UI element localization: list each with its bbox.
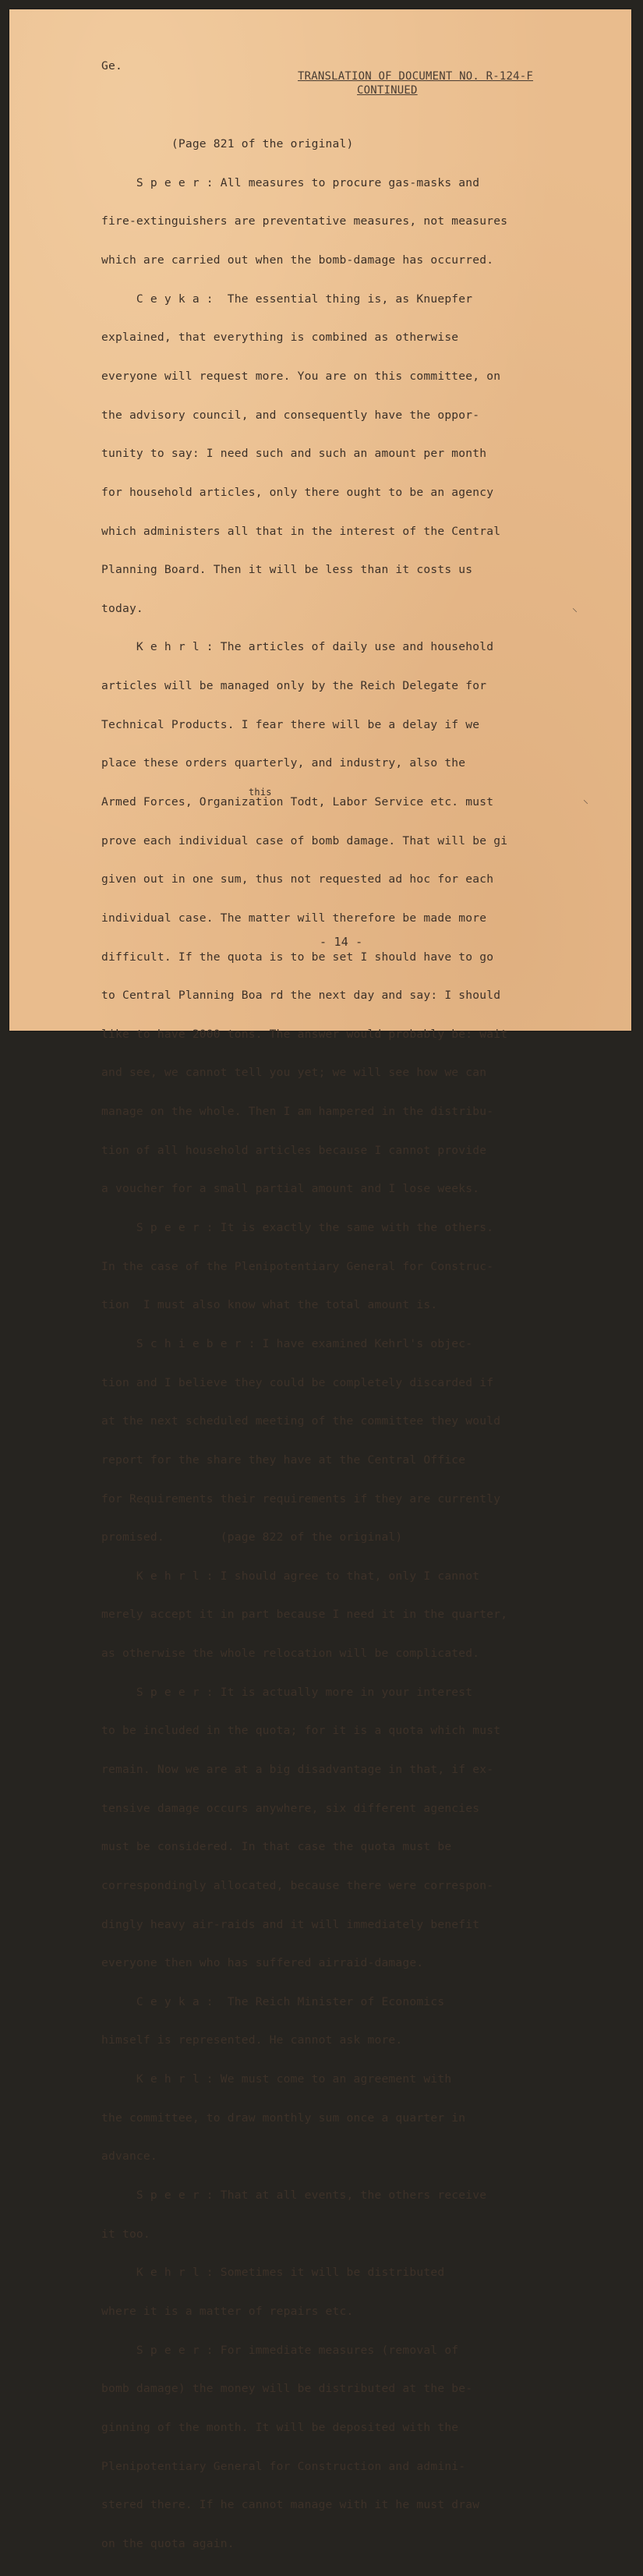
body-line: for household articles, only there ought to be an agency xyxy=(101,485,494,499)
body-line: at the next scheduled meeting of the committee they would xyxy=(101,1414,501,1428)
body-line: tensive damage occurs anywhere, six different agencies xyxy=(101,1801,480,1815)
body-line: where it is a matter of repairs etc. xyxy=(101,2304,354,2318)
document-body xyxy=(101,112,507,2576)
body-line: the committee, to draw monthly sum once a quarter in xyxy=(101,2111,466,2125)
body-line: explained, that everything is combined as otherwise xyxy=(101,331,459,345)
body-line: correspondingly allocated, because there were correspon- xyxy=(101,1878,494,1892)
body-line: difficult. If the quota is to be set I should have to go xyxy=(101,950,494,964)
body-line: bomb damage) the money will be distributed at the be- xyxy=(101,2382,473,2396)
document-title: TRANSLATION OF DOCUMENT NO. R-124-F xyxy=(298,70,534,83)
body-line: articles will be managed only by the Reich Delegate for xyxy=(101,679,487,693)
body-line: must be considered. In that case the quota must be xyxy=(101,1840,452,1854)
body-line: remain. Now we are at a big disadvantage in that, if ex- xyxy=(101,1763,494,1776)
body-line: place these orders quarterly, and industry, also the xyxy=(101,756,466,770)
body-line: K e h r l : I should agree to that, only I cannot xyxy=(101,1569,480,1583)
document-page xyxy=(9,9,631,2550)
body-line: C e y k a : The Reich Minister of Economics xyxy=(101,1994,445,2008)
interlinear-insert: this xyxy=(249,787,272,798)
body-line: to Central Planning Boa rd the next day and say: I should xyxy=(101,989,501,1003)
body-line: S p e e r : All measures to procure gas-masks and xyxy=(101,175,480,189)
body-line: on the quota again. xyxy=(101,2536,235,2550)
page-number: - 14 - xyxy=(320,935,363,949)
body-line: S p e e r : For immediate measures (removal of xyxy=(101,2343,459,2357)
body-line: prove each individual case of bomb damage. That will be gi xyxy=(101,833,508,847)
body-line: everyone then who has suffered airraid-damage. xyxy=(101,1956,424,1970)
body-line: merely accept it in part because I need it in the quarter, xyxy=(101,1608,508,1622)
body-line: Planning Board. Then it will be less than it costs us xyxy=(101,563,473,577)
body-line: given out in one sum, thus not requested ad hoc for each xyxy=(101,872,494,886)
body-line: tion I must also know what the total amount is. xyxy=(101,1298,438,1312)
body-line: S c h i e b e r : I have examined Kehrl's objec- xyxy=(101,1336,473,1350)
body-line: S p e e r : It is exactly the same with the others. xyxy=(101,1221,494,1235)
body-line: it too. xyxy=(101,2227,150,2241)
body-line: K e h r l : Sometimes it will be distributed xyxy=(101,2266,445,2280)
body-line: which administers all that in the interest of the Central xyxy=(101,524,501,538)
margin-mark: ⸌ xyxy=(572,607,578,619)
body-line: ginning of the month. It will be deposited with the xyxy=(101,2420,459,2434)
body-line: C e y k a : The essential thing is, as Knuepfer xyxy=(101,292,473,306)
body-line: to be included in the quota; for it is a quota which must xyxy=(101,1724,501,1738)
body-line: a voucher for a small partial amount and I lose weeks. xyxy=(101,1182,480,1196)
body-line: Technical Products. I fear there will be a delay if we xyxy=(101,717,480,731)
body-line: dingly heavy air-raids and it will immediately benefit xyxy=(101,1917,480,1931)
body-line: tunity to say: I need such and such an amount per month xyxy=(101,447,487,461)
body-line: S p e e r : That at all events, the others receive xyxy=(101,2189,487,2203)
body-line: In the case of the Plenipotentiary General for Construc- xyxy=(101,1259,494,1273)
body-line: (Page 821 of the original) xyxy=(101,137,354,151)
document-subtitle: CONTINUED xyxy=(357,84,418,97)
body-line: report for the share they have at the Central Office xyxy=(101,1453,466,1467)
body-line: everyone will request more. You are on this committee, on xyxy=(101,369,501,383)
body-line: and see, we cannot tell you yet; we will see how we can xyxy=(101,1066,487,1080)
body-line: individual case. The matter will therefore be made more xyxy=(101,911,487,925)
body-line: tion of all household articles because I cannot provide xyxy=(101,1143,487,1157)
body-line: the advisory council, and consequently have the oppor- xyxy=(101,408,480,422)
body-line: for Requirements their requirements if they are currently xyxy=(101,1491,501,1506)
body-line: K e h r l : We must come to an agreement with xyxy=(101,2072,452,2086)
document-initials: Ge. xyxy=(101,59,122,73)
body-line: K e h r l : The articles of daily use and household xyxy=(101,640,494,654)
body-line: which are carried out when the bomb-damage has occurred. xyxy=(101,253,494,267)
body-line: like to have 2000 tons. The answer would probably be: wait xyxy=(101,1027,508,1041)
body-line: fire-extinguishers are preventative measures, not measures xyxy=(101,214,508,228)
body-line: stered there. If he cannot manage with it he must draw xyxy=(101,2498,480,2512)
body-line: Armed Forces, Organization Todt, Labor Service etc. must xyxy=(101,794,494,809)
body-line: himself is represented. He cannot ask more. xyxy=(101,2033,403,2047)
body-line: manage on the whole. Then I am hampered in the distribu- xyxy=(101,1105,494,1119)
margin-mark: ⸜ xyxy=(583,794,588,806)
body-line: Plenipotentiary General for Construction and admini- xyxy=(101,2459,466,2473)
body-line: S p e e r : It is actually more in your interest xyxy=(101,1685,473,1699)
body-line: as otherwise the whole relocation will be complicated. xyxy=(101,1647,480,1661)
body-line: tion and I believe they could be completely discarded if xyxy=(101,1375,494,1389)
body-line: advance. xyxy=(101,2150,157,2164)
body-line: promised. (page 822 of the original) xyxy=(101,1530,403,1545)
body-line: today. xyxy=(101,601,143,615)
